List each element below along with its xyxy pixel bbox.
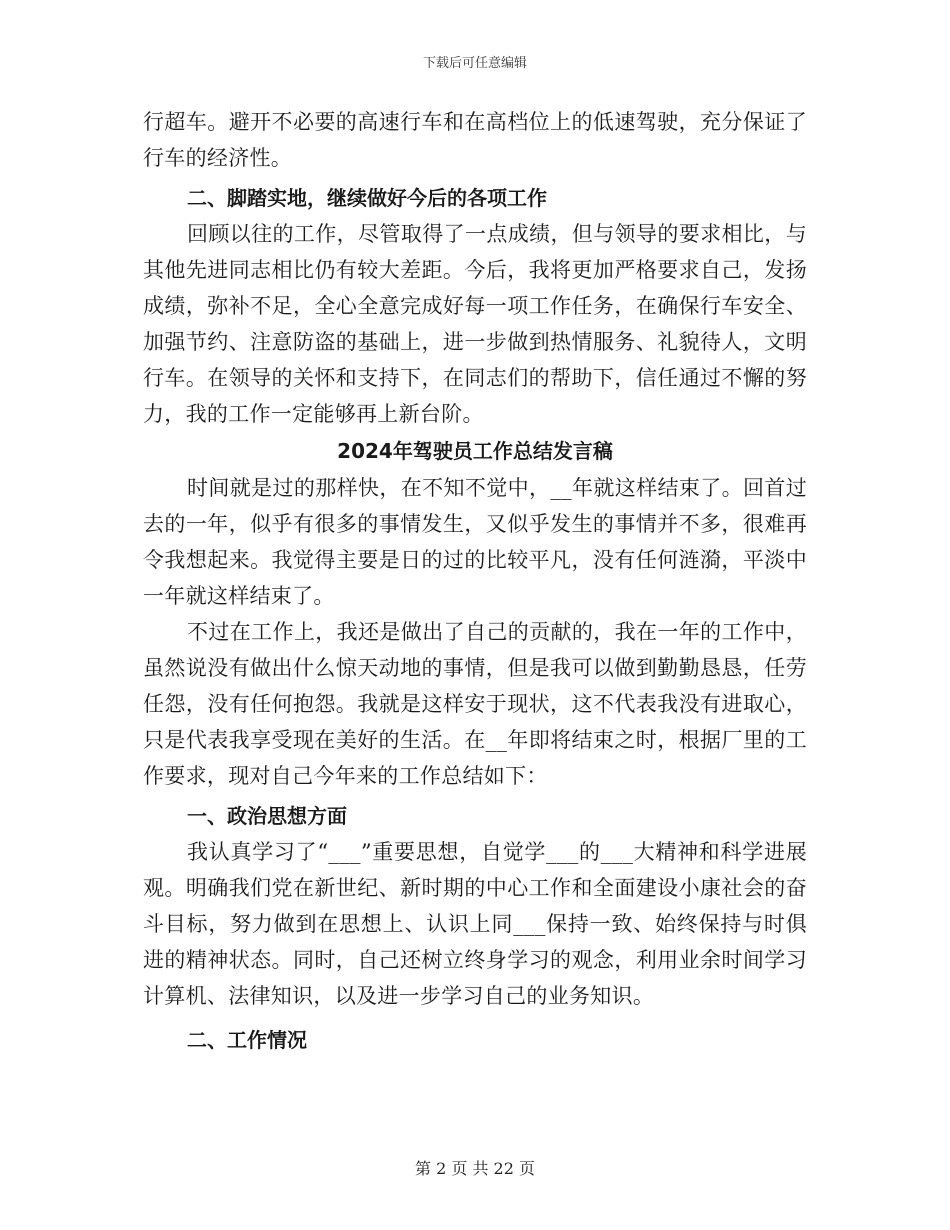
section-heading-work-status: 二、工作情况 xyxy=(187,1028,307,1052)
document-body xyxy=(143,104,807,1058)
paragraph-political: 我认真学习了“___”重要思想，自觉学___的___大精神和科学进展观。明确我们党在新世纪、新时期的中心工作和全面建设小康社会的奋斗目标，努力做到在思想上、认识上同___保持一致、始终保持与时俱进的精神状态。同时，自己还树立终身学习的观念，利用业余时间学习计算机、法律知识，以及进一步学习自己的业务知识。 xyxy=(143,840,807,1008)
paragraph-review: 回顾以往的工作，尽管取得了一点成绩，但与领导的要求相比，与其他先进同志相比仍有较大差距。今后，我将更加严格要求自己，发扬成绩，弥补不足，全心全意完成好每一项工作任务，在确保行车安全、加强节约、注意防盗的基础上，进一步做到热情服务、礼貌待人，文明行车。在领导的关怀和支持下，在同志们的帮助下，信任通过不懈的努力，我的工作一定能够再上新台阶。 xyxy=(143,222,807,426)
paragraph-intro: 时间就是过的那样快，在不知不觉中，__年就这样结束了。回首过去的一年，似乎有很多的事情发生，又似乎发生的事情并不多，很难再令我想起来。我觉得主要是日的过的比较平凡，没有任何涟漪，平淡中一年就这样结束了。 xyxy=(143,476,807,608)
header-note: 下载后可任意编辑 xyxy=(422,56,527,71)
section-heading-political: 一、政治思想方面 xyxy=(187,804,347,828)
section-heading-work-ahead: 二、脚踏实地，继续做好今后的各项工作 xyxy=(187,186,547,210)
paragraph-work-summary: 不过在工作上，我还是做出了自己的贡献的，我在一年的工作中，虽然说没有做出什么惊天动地的事情，但是我可以做到勤勤恳恳，任劳任怨，没有任何抱怨。我就是这样安于现状，这不代表我没有进取心，只是代表我享受现在美好的生活。在__年即将结束之时，根据厂里的工作要求，现对自己今年来的工作总结如下： xyxy=(143,620,807,788)
page-number-footer: 第 2 页 共 22 页 xyxy=(415,1159,535,1178)
paragraph-continuation: 行超车。避开不必要的高速行车和在高档位上的低速驾驶，充分保证了行车的经济性。 xyxy=(143,110,807,170)
document-title: 2024年驾驶员工作总结发言稿 xyxy=(337,439,613,463)
